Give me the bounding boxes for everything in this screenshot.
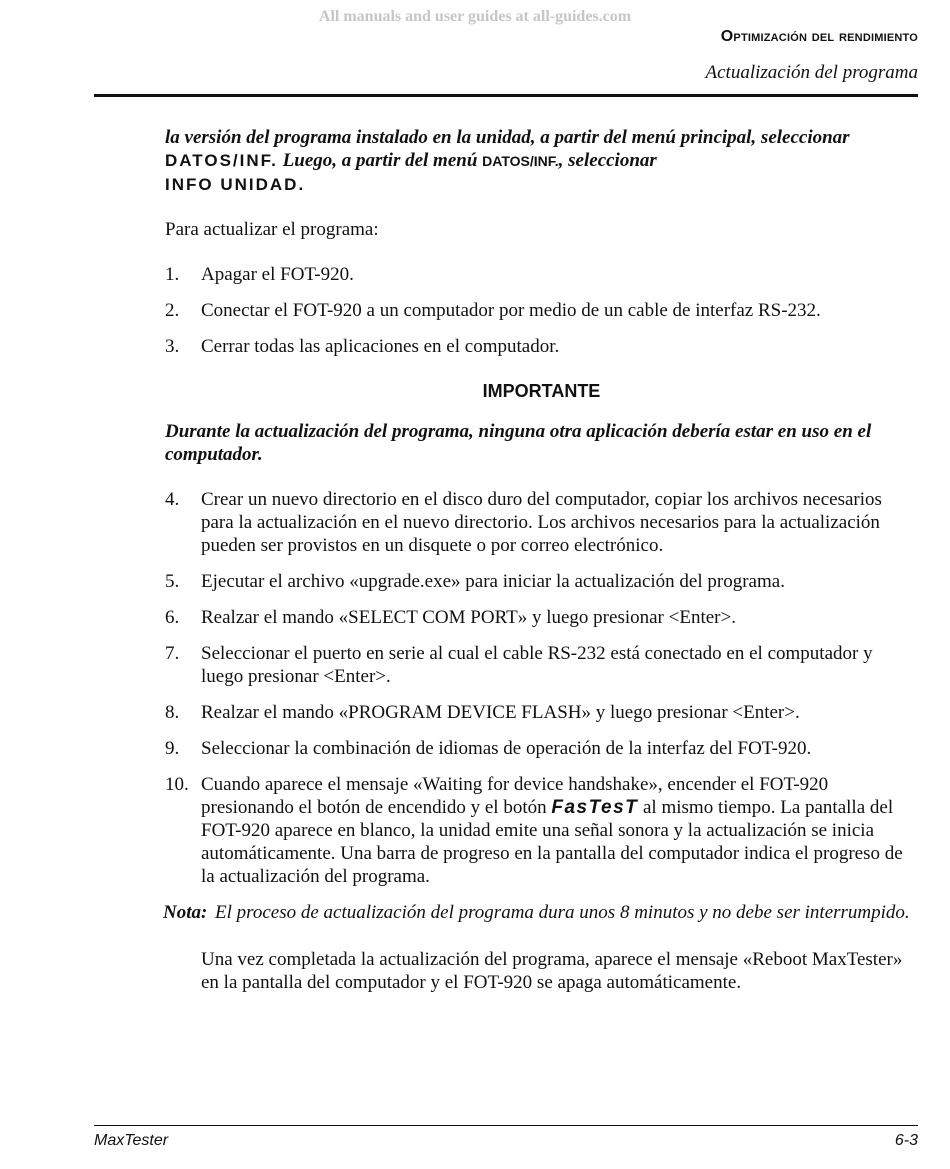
list-item (165, 570, 918, 593)
list-item (165, 773, 918, 888)
footer-rule (94, 1125, 918, 1126)
header-section-title: Optimización del rendimiento (720, 28, 918, 45)
step-number: 10. (165, 774, 189, 795)
steps-list-a (165, 263, 918, 358)
important-heading: IMPORTANTE (482, 381, 601, 401)
step-number: 8. (165, 702, 180, 723)
footer-product-name: MaxTester (94, 1132, 169, 1149)
list-item (165, 606, 918, 629)
lead-paragraph (165, 126, 918, 196)
step-number: 1. (165, 264, 180, 285)
step-text: al mismo tiempo. La pantalla del FOT-920 aparece en blanco, la unidad emite una señal sonora y la actualización se inicia automáticamente. Una barra de progreso en la pantalla del computador indica el progreso de la actualización del programa. (201, 797, 903, 887)
step-text: Seleccionar la combinación de idiomas de operación de la interfaz del FOT-920. (201, 738, 812, 759)
step-number: 5. (165, 571, 180, 592)
step-text: Cuando aparece el mensaje «Waiting for device handshake», encender el FOT-920 presionando el botón de encendido y el botón (201, 774, 829, 818)
step-text: Apagar el FOT-920. (201, 264, 354, 285)
step-text: Crear un nuevo directorio en el disco duro del computador, copiar los archivos necesarios para la actualización en el nuevo directorio. Los archivos necesarios para la actualización pueden ser provistos en un disquete o por correo electrónico. (201, 489, 882, 556)
step-number: 7. (165, 643, 180, 664)
step-text: Realzar el mando «PROGRAM DEVICE FLASH» y luego presionar <Enter>. (201, 702, 800, 723)
note-text: El proceso de actualización del programa dura unos 8 minutos y no debe ser interrumpido. (215, 902, 910, 923)
list-item (165, 488, 918, 557)
menu-datos-inf-2: DATOS/INF. (482, 153, 559, 169)
step-number: 3. (165, 336, 180, 357)
list-item (165, 642, 918, 688)
lead-text-3: , seleccionar (558, 150, 657, 171)
page-body (165, 126, 918, 994)
intro-paragraph: Para actualizar el programa: (165, 219, 379, 240)
list-item (165, 335, 918, 358)
step-text: Ejecutar el archivo «upgrade.exe» para iniciar la actualización del programa. (201, 571, 785, 592)
watermark: All manuals and user guides at all-guides.com (318, 8, 632, 25)
menu-datos-inf: DATOS/INF. (165, 151, 278, 170)
step-text: Conectar el FOT-920 a un computador por medio de un cable de interfaz RS-232. (201, 300, 821, 321)
list-item (165, 299, 918, 322)
list-item (165, 263, 918, 286)
note-label: Nota: (163, 902, 208, 923)
list-item (165, 737, 918, 760)
step-number: 2. (165, 300, 180, 321)
step-text: Seleccionar el puerto en serie al cual el cable RS-232 está conectado en el computador y luego presionar <Enter>. (201, 643, 873, 687)
step-number: 4. (165, 489, 180, 510)
final-paragraph: Una vez completada la actualización del programa, aparece el mensaje «Reboot MaxTester» en la pantalla del computador y el FOT-920 se apaga automáticamente. (201, 949, 903, 993)
header-rule (94, 94, 918, 97)
list-item (165, 701, 918, 724)
step-text: Cerrar todas las aplicaciones en el computador. (201, 336, 560, 357)
note-block (163, 901, 918, 924)
step-number: 6. (165, 607, 180, 628)
lead-text-1: la versión del programa instalado en la unidad, a partir del menú principal, seleccionar (165, 127, 850, 148)
page-number: 6-3 (894, 1132, 918, 1149)
step-number: 9. (165, 738, 180, 759)
step-text: Realzar el mando «SELECT COM PORT» y luego presionar <Enter>. (201, 607, 736, 628)
header-subsection-title: Actualización del programa (705, 62, 918, 83)
lead-text-2: Luego, a partir del menú (277, 150, 483, 171)
important-text: Durante la actualización del programa, ninguna otra aplicación debería estar en uso en el computador. (165, 421, 872, 465)
menu-info-unidad: INFO UNIDAD. (165, 175, 306, 194)
steps-list-b (165, 488, 918, 888)
fastest-keyword: FasTesT (551, 797, 639, 818)
